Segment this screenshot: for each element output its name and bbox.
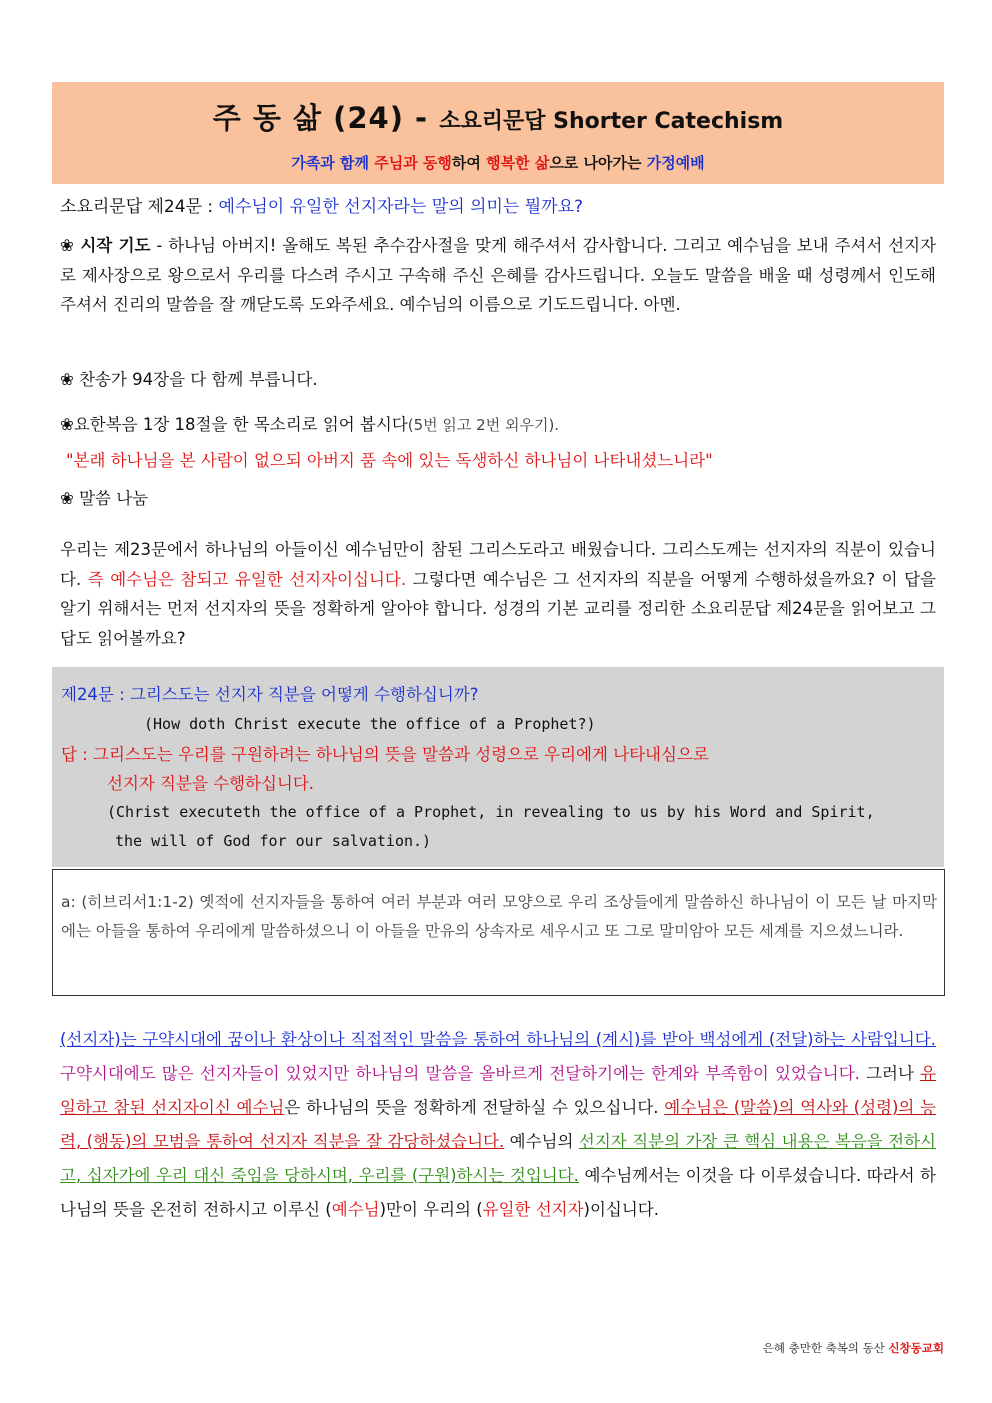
prayer-text: - 하나님 아버지! 올해도 복된 추수감사절을 맞게 해주셔서 감사합니다. 그리고 예수님을 보내 주셔서 선지자로 제사장으로 왕으로서 우리를 다스려 주시고 구속해 주신 은혜를 감사드립니다. 오늘도 말씀을 배울 때 성령께서 인도해 주셔서 진리의 말씀을 잘 깨닫도록 도와주세요. 예수님의 이름으로 기도드립니다. 아멘. — [60, 236, 936, 314]
q-english: (How doth Christ execute the office of a Prophet?) — [144, 715, 596, 733]
intro-highlight: 즉 예수님은 참되고 유일한 선지자이십니다. — [87, 569, 407, 589]
flower-bullet-icon: ❀ — [60, 370, 74, 389]
catechism-answer — [61, 741, 709, 765]
page-title — [52, 96, 944, 137]
catechism-box — [52, 667, 944, 867]
question-label: 소요리문답 제24문 : — [60, 197, 219, 217]
hymn-text: 찬송가 94장을 다 함께 부릅니다. — [79, 370, 318, 389]
flower-bullet-icon: ❀ — [60, 489, 74, 508]
closing-part: 은 하나님의 뜻을 정확하게 전달하실 수 있으십니다. — [284, 1098, 665, 1117]
question-text: 예수님이 유일한 선지자라는 말의 의미는 뭘까요? — [218, 197, 584, 217]
closing-part: 구약시대에도 많은 선지자들이 있었지만 하나님의 말씀을 올바르게 전달하기에는 한계와 부족함이 있었습니다. — [60, 1064, 860, 1083]
closing-paragraph — [60, 1023, 936, 1227]
subtitle-part: 하여 — [451, 154, 487, 172]
reading-text: 요한복음 1장 18절을 한 목소리로 읽어 봅시다 — [73, 415, 408, 434]
q-label: 제24문 : — [61, 685, 130, 704]
reading-note: (5번 읽고 2번 외우기). — [407, 416, 560, 434]
reading-line — [60, 410, 940, 440]
intro-text: 그렇다면 예수님은 그 선지자의 직분을 어떻게 수행하셨을까요? 이 답을 알기 위해서는 먼저 선지자의 뜻을 정확하게 알아야 합니다. 성경의 기본 교리를 정리한 소요리문답 제24문을 읽어보고 그 답도 읽어볼까요? — [60, 569, 936, 648]
closing-part: 예수님의 — [504, 1132, 579, 1151]
question-line — [60, 193, 940, 222]
footer-text: 은혜 충만한 축복의 동산 — [762, 1341, 889, 1355]
church-name: 신창동교회 — [888, 1341, 944, 1355]
subtitle-part: 행복한 삶 — [486, 154, 550, 172]
a-english-1: (Christ executeth the office of a Prophet, in revealing to us by his Word and Spirit, — [107, 803, 875, 821]
subtitle — [52, 152, 944, 173]
flower-bullet-icon: ❀ — [60, 236, 75, 255]
q-text: 그리스도는 선지자 직분을 어떻게 수행하십니까? — [129, 685, 479, 704]
sharing-heading — [60, 484, 940, 513]
a-label: 답 : — [61, 745, 93, 764]
closing-part: )만이 우리의 ( — [379, 1200, 483, 1219]
closing-part: 예수님 — [331, 1200, 380, 1219]
catechism-question — [61, 681, 478, 705]
subtitle-part: 주님과 동행 — [374, 154, 452, 172]
closing-part: )이십니다. — [583, 1200, 659, 1219]
a-english-2: the will of God for our salvation.) — [115, 832, 432, 850]
memory-verse: "본래 하나님을 본 사람이 없으되 아버지 품 속에 있는 독생하신 하나님이 나타내셨느니라" — [66, 451, 713, 470]
closing-part: (선지자)는 구약시대에 꿈이나 환상이나 직접적인 말씀을 통하여 하나님의 (계시)를 받아 백성에게 (전달)하는 사람입니다. — [60, 1030, 936, 1049]
closing-part: 그러나 — [859, 1064, 921, 1083]
intro-text: 우리는 제23문에서 하나님의 아들이신 예수님만이 참된 그리스도라고 배웠습니다. 그리스도께는 선지자의 직분이 있습니다. — [60, 540, 936, 589]
subtitle-part: 가족과 함께 — [291, 154, 375, 172]
flower-bullet-icon: ❀ — [60, 415, 74, 434]
opening-prayer — [60, 231, 936, 320]
closing-part: 유일하고 참된 선지자이신 예수님 — [60, 1064, 937, 1117]
hymn-line — [60, 365, 940, 394]
a-text-2: 선지자 직분을 수행하십니다. — [107, 774, 315, 793]
closing-part: 예수님께서는 이것을 다 이루셨습니다. 따라서 하나님의 뜻을 온전히 전하시고 이루신 ( — [60, 1166, 936, 1219]
title-banner — [52, 82, 944, 184]
a-text-1: 그리스도는 우리를 구원하려는 하나님의 뜻을 말씀과 성령으로 우리에게 나타내심으로 — [93, 745, 709, 764]
intro-paragraph — [60, 535, 936, 653]
closing-part: 유일한 선지자 — [482, 1200, 584, 1219]
title-sub: 소요리문답 Shorter Catechism — [439, 109, 784, 134]
footer — [763, 1340, 944, 1356]
prayer-label: 시작 기도 — [80, 236, 151, 255]
scripture-text: a: (히브리서1:1-2) 옛적에 선지자들을 통하여 여러 부분과 여러 모양으로 우리 조상들에게 말씀하신 하나님이 이 모든 날 마지막에는 아들을 통하여 우리에게 말씀하셨으니 이 아들을 만유의 상속자로 세우시고 또 그로 말미암아 모든 세계를 지으셨느니라. — [61, 893, 937, 940]
closing-part: 예수님은 (말씀)의 역사와 (성령)의 능력, (행동)의 모범을 통하여 선지자 직분을 잘 감당하셨습니다. — [60, 1098, 936, 1151]
closing-part: 선지자 직분의 가장 큰 핵심 내용은 복음을 전하시고, 십자가에 우리 대신 죽임을 당하시며, 우리를 (구원)하시는 것입니다. — [60, 1132, 936, 1185]
subtitle-part: 으로 나아가는 — [549, 154, 647, 172]
subtitle-part: 가정예배 — [646, 154, 705, 172]
title-main: 주 동 삶 (24) - — [212, 101, 440, 135]
sharing-label: 말씀 나눔 — [79, 489, 149, 508]
scripture-box — [52, 869, 945, 996]
